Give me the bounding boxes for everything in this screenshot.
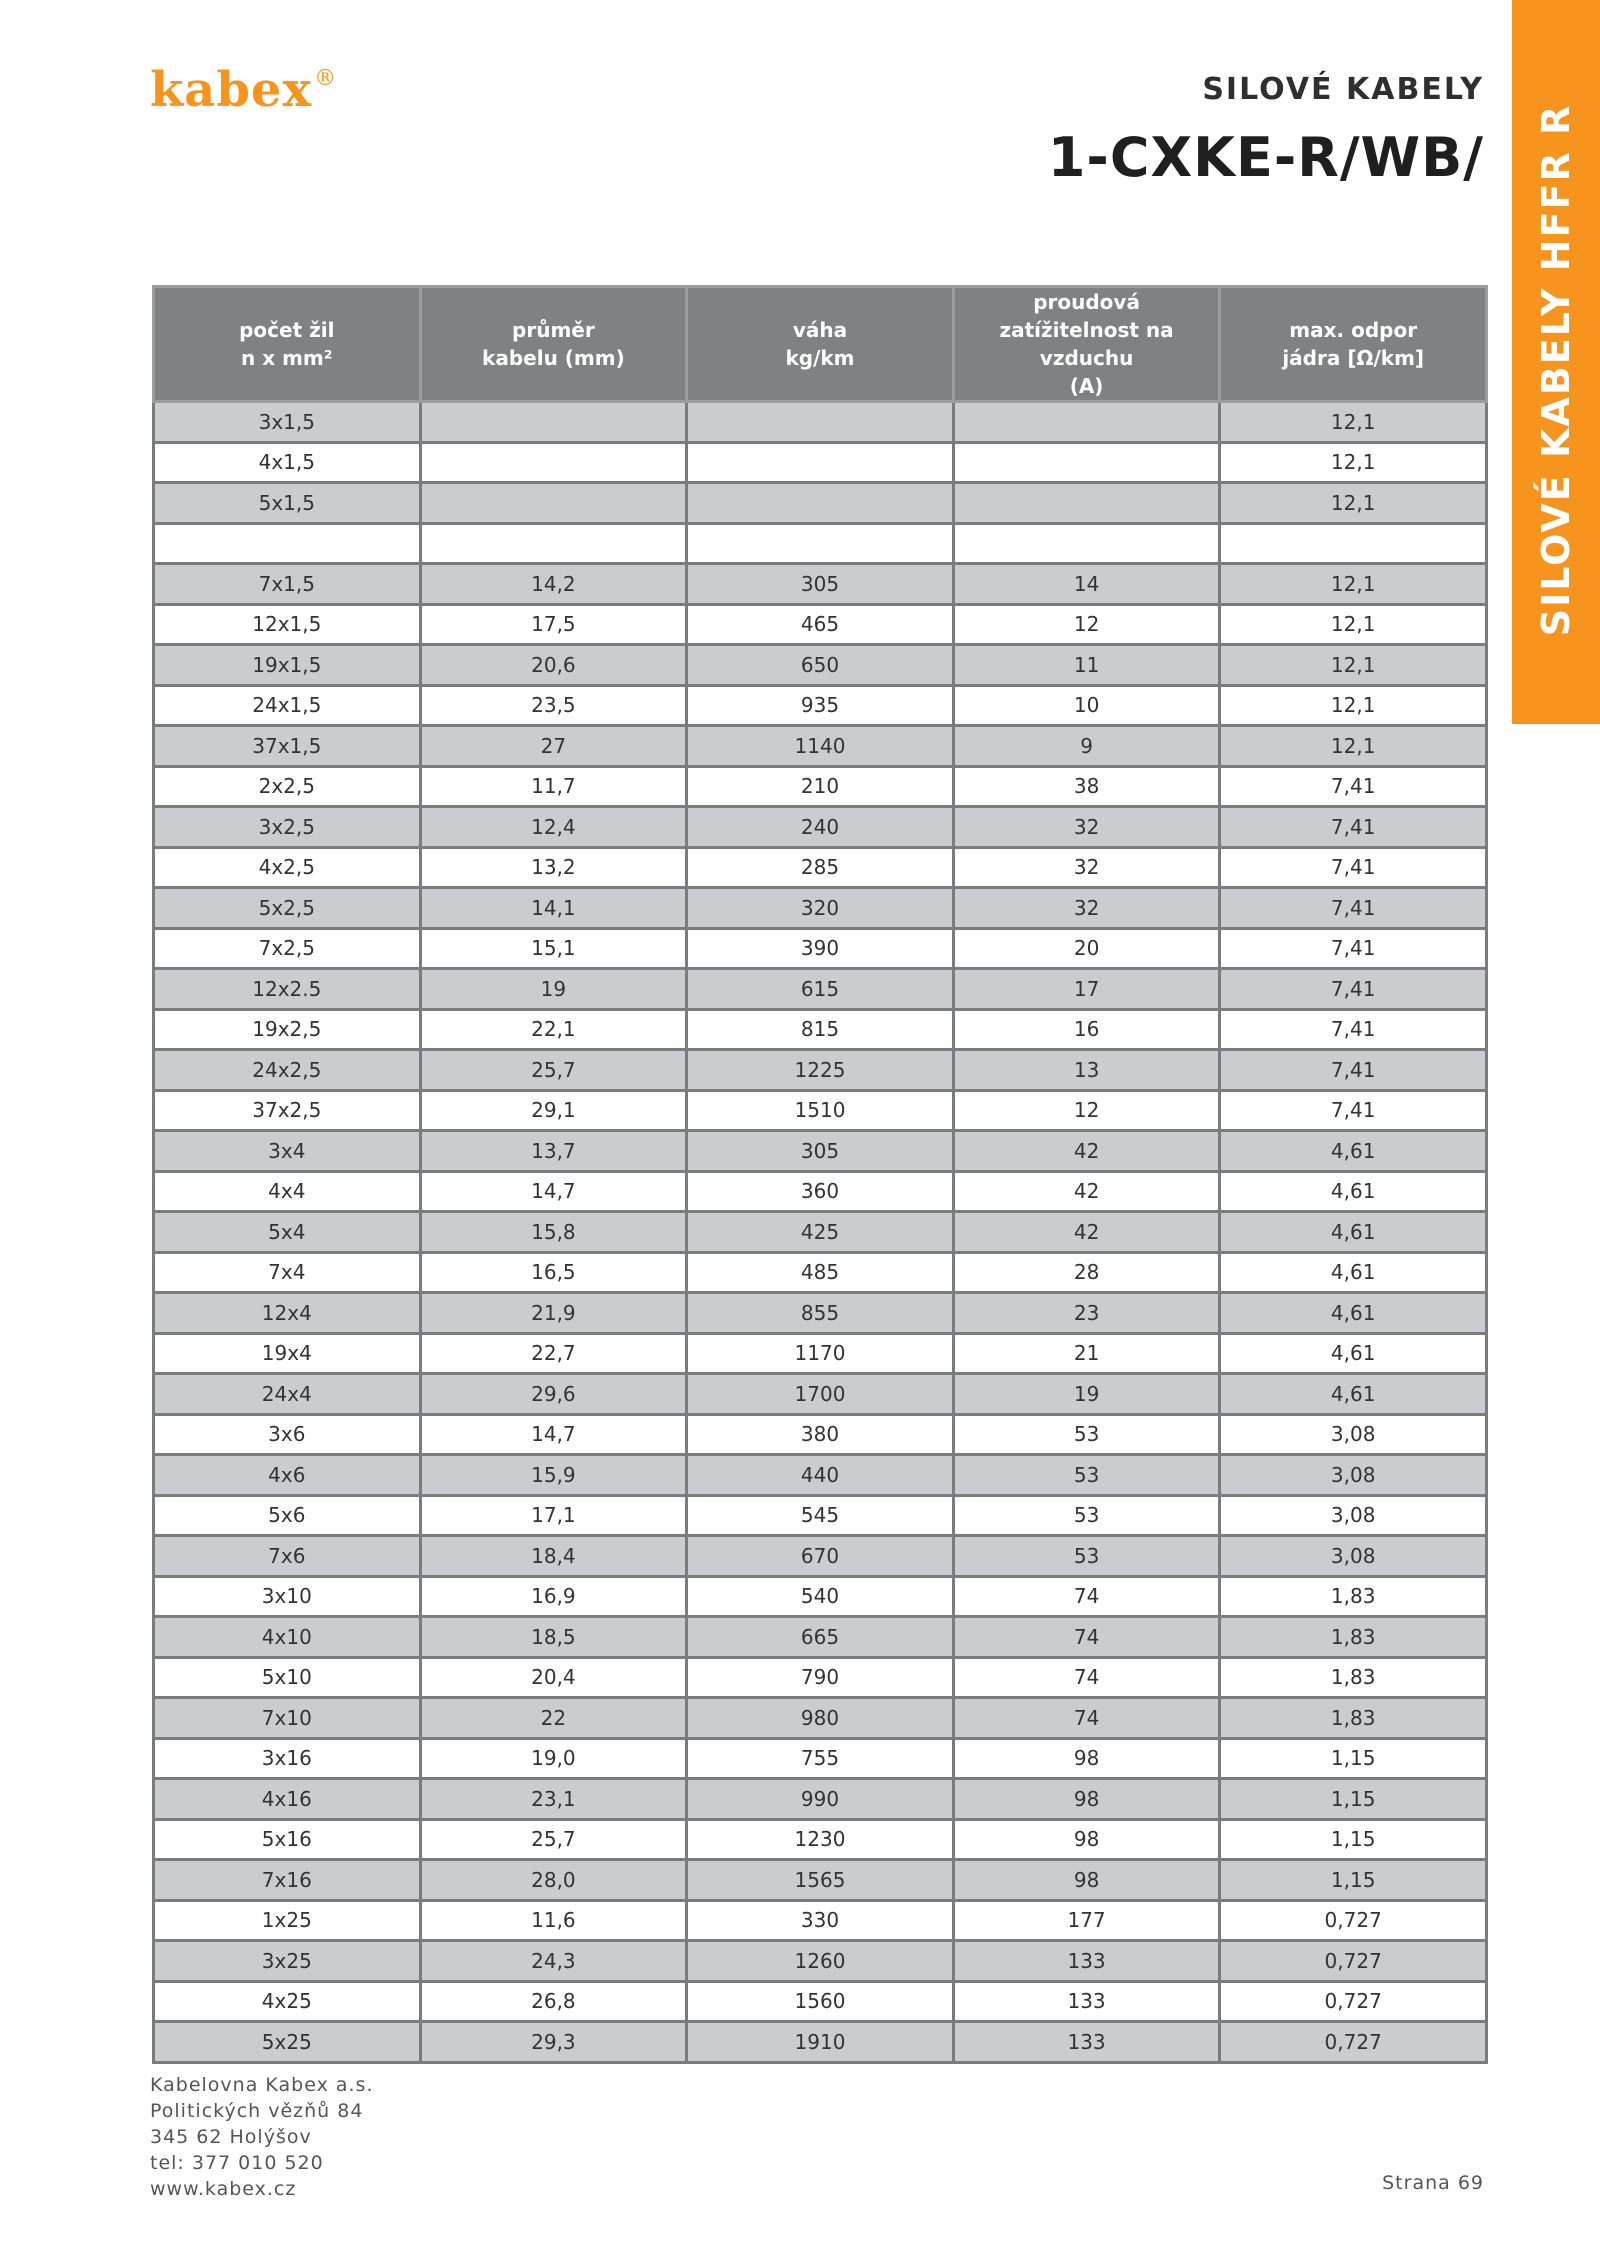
table-cell: 14 [953, 564, 1220, 605]
table-cell: 815 [687, 1009, 954, 1050]
table-row [154, 1414, 1487, 1455]
table-cell: 12,1 [1220, 645, 1487, 686]
table-cell [154, 523, 421, 564]
table-row [154, 1941, 1487, 1982]
table-cell: 24x4 [154, 1374, 421, 1415]
table-cell: 1910 [687, 2022, 954, 2063]
table-row [154, 645, 1487, 686]
table-cell [420, 523, 687, 564]
table-cell: 1x25 [154, 1900, 421, 1941]
table-cell: 23,5 [420, 685, 687, 726]
table-cell: 320 [687, 888, 954, 929]
table-row [154, 1860, 1487, 1901]
table-cell: 74 [953, 1617, 1220, 1658]
table-cell [687, 523, 954, 564]
table-cell: 42 [953, 1131, 1220, 1172]
table-cell: 3x4 [154, 1131, 421, 1172]
table-cell: 12,1 [1220, 564, 1487, 605]
header-weight: váha kg/km [687, 287, 954, 402]
table-cell: 25,7 [420, 1050, 687, 1091]
table-cell: 13,7 [420, 1131, 687, 1172]
table-cell: 5x6 [154, 1495, 421, 1536]
table-cell: 98 [953, 1779, 1220, 1820]
table-cell: 1260 [687, 1941, 954, 1982]
table-cell [420, 483, 687, 524]
table-cell: 7,41 [1220, 1090, 1487, 1131]
table-cell [953, 523, 1220, 564]
table-cell: 12,1 [1220, 402, 1487, 443]
table-cell: 14,1 [420, 888, 687, 929]
table-cell: 545 [687, 1495, 954, 1536]
table-cell: 29,6 [420, 1374, 687, 1415]
table-cell: 12,1 [1220, 483, 1487, 524]
table-cell: 29,3 [420, 2022, 687, 2063]
table-cell: 240 [687, 807, 954, 848]
table-cell: 5x10 [154, 1657, 421, 1698]
header-cores: počet žil n x mm² [154, 287, 421, 402]
table-cell: 285 [687, 847, 954, 888]
table-cell: 540 [687, 1576, 954, 1617]
table-cell: 3,08 [1220, 1536, 1487, 1577]
header-resistance: max. odpor jádra [Ω/km] [1220, 287, 1487, 402]
table-cell: 440 [687, 1455, 954, 1496]
table-cell: 210 [687, 766, 954, 807]
table-cell: 5x2,5 [154, 888, 421, 929]
table-row [154, 1090, 1487, 1131]
table-cell: 5x25 [154, 2022, 421, 2063]
table-cell: 670 [687, 1536, 954, 1577]
table-cell: 23,1 [420, 1779, 687, 1820]
product-title: 1-CXKE-R/WB/ [1047, 126, 1484, 189]
table-cell: 1230 [687, 1819, 954, 1860]
table-cell: 485 [687, 1252, 954, 1293]
table-cell: 1225 [687, 1050, 954, 1091]
table-cell: 4,61 [1220, 1293, 1487, 1334]
table-cell: 7,41 [1220, 766, 1487, 807]
kabex-logo: kabex® [150, 62, 338, 118]
table-cell: 1700 [687, 1374, 954, 1415]
table-cell: 12x4 [154, 1293, 421, 1334]
table-cell: 12,1 [1220, 685, 1487, 726]
table-cell: 28 [953, 1252, 1220, 1293]
table-cell: 0,727 [1220, 2022, 1487, 2063]
table-row [154, 1374, 1487, 1415]
table-row [154, 1536, 1487, 1577]
table-cell: 16,9 [420, 1576, 687, 1617]
table-row [154, 1495, 1487, 1536]
table-cell: 17,5 [420, 604, 687, 645]
table-cell: 1,15 [1220, 1819, 1487, 1860]
table-cell: 360 [687, 1171, 954, 1212]
table-cell: 3x10 [154, 1576, 421, 1617]
table-cell: 74 [953, 1698, 1220, 1739]
table-cell: 37x1,5 [154, 726, 421, 767]
table-cell: 0,727 [1220, 1900, 1487, 1941]
table-cell: 7,41 [1220, 847, 1487, 888]
table-cell: 32 [953, 888, 1220, 929]
table-row [154, 1455, 1487, 1496]
table-cell: 19 [420, 969, 687, 1010]
table-cell: 4x6 [154, 1455, 421, 1496]
table-row [154, 1212, 1487, 1253]
table-cell [953, 402, 1220, 443]
table-cell: 98 [953, 1738, 1220, 1779]
company-web: www.kabex.cz [150, 2178, 297, 2200]
table-row [154, 1050, 1487, 1091]
table-cell: 7,41 [1220, 888, 1487, 929]
table-cell: 1,15 [1220, 1860, 1487, 1901]
table-cell: 7x6 [154, 1536, 421, 1577]
table-cell: 0,727 [1220, 1981, 1487, 2022]
table-cell: 12,1 [1220, 726, 1487, 767]
table-cell: 14,7 [420, 1171, 687, 1212]
table-cell: 14,7 [420, 1414, 687, 1455]
table-cell: 3,08 [1220, 1455, 1487, 1496]
table-row [154, 685, 1487, 726]
table-cell: 3x2,5 [154, 807, 421, 848]
table-cell: 133 [953, 1981, 1220, 2022]
table-row [154, 1698, 1487, 1739]
table-row [154, 402, 1487, 443]
table-cell [687, 483, 954, 524]
company-name: Kabelovna Kabex a.s. [150, 2074, 374, 2096]
table-cell: 12 [953, 604, 1220, 645]
table-cell: 755 [687, 1738, 954, 1779]
company-city: 345 62 Holýšov [150, 2126, 312, 2148]
table-cell: 0,727 [1220, 1941, 1487, 1982]
table-row [154, 1131, 1487, 1172]
table-row [154, 847, 1487, 888]
table-row [154, 1819, 1487, 1860]
table-row [154, 604, 1487, 645]
table-cell: 19 [953, 1374, 1220, 1415]
company-phone: tel: 377 010 520 [150, 2152, 324, 2174]
table-cell: 11,7 [420, 766, 687, 807]
table-cell: 98 [953, 1860, 1220, 1901]
table-row [154, 969, 1487, 1010]
table-cell: 5x1,5 [154, 483, 421, 524]
table-cell: 29,1 [420, 1090, 687, 1131]
table-row [154, 523, 1487, 564]
table-cell: 21,9 [420, 1293, 687, 1334]
table-cell [687, 402, 954, 443]
table-cell [953, 442, 1220, 483]
table-cell: 390 [687, 928, 954, 969]
table-row [154, 766, 1487, 807]
table-cell: 1,83 [1220, 1617, 1487, 1658]
table-cell: 9 [953, 726, 1220, 767]
table-cell: 14,2 [420, 564, 687, 605]
table-cell: 4,61 [1220, 1252, 1487, 1293]
table-cell: 24x1,5 [154, 685, 421, 726]
table-cell: 305 [687, 1131, 954, 1172]
table-cell: 380 [687, 1414, 954, 1455]
table-cell: 10 [953, 685, 1220, 726]
table-row [154, 564, 1487, 605]
table-cell: 19x1,5 [154, 645, 421, 686]
table-cell: 53 [953, 1414, 1220, 1455]
table-cell: 4,61 [1220, 1212, 1487, 1253]
table-row [154, 1333, 1487, 1374]
table-cell: 4x10 [154, 1617, 421, 1658]
table-cell: 42 [953, 1212, 1220, 1253]
table-cell: 5x4 [154, 1212, 421, 1253]
table-cell: 1140 [687, 726, 954, 767]
table-cell: 990 [687, 1779, 954, 1820]
table-cell: 425 [687, 1212, 954, 1253]
table-row [154, 1900, 1487, 1941]
table-cell: 98 [953, 1819, 1220, 1860]
table-row [154, 1738, 1487, 1779]
table-cell [420, 442, 687, 483]
company-address [150, 2072, 373, 2202]
table-cell: 1,83 [1220, 1576, 1487, 1617]
table-cell: 7,41 [1220, 1009, 1487, 1050]
table-cell: 1,15 [1220, 1779, 1487, 1820]
table-cell: 12x2.5 [154, 969, 421, 1010]
table-row [154, 1171, 1487, 1212]
table-row [154, 1252, 1487, 1293]
table-cell: 17 [953, 969, 1220, 1010]
table-cell: 3x16 [154, 1738, 421, 1779]
table-cell: 980 [687, 1698, 954, 1739]
table-cell: 38 [953, 766, 1220, 807]
table-row [154, 1009, 1487, 1050]
table-cell: 7,41 [1220, 807, 1487, 848]
table-cell: 12,1 [1220, 604, 1487, 645]
table-cell: 23 [953, 1293, 1220, 1334]
table-cell: 24x2,5 [154, 1050, 421, 1091]
table-cell: 74 [953, 1657, 1220, 1698]
table-cell: 7,41 [1220, 928, 1487, 969]
table-cell: 133 [953, 2022, 1220, 2063]
table-cell: 26,8 [420, 1981, 687, 2022]
table-cell: 1,83 [1220, 1698, 1487, 1739]
table-cell: 790 [687, 1657, 954, 1698]
table-row [154, 1576, 1487, 1617]
table-cell: 11 [953, 645, 1220, 686]
table-cell [953, 483, 1220, 524]
table-cell: 7,41 [1220, 1050, 1487, 1091]
table-cell: 4,61 [1220, 1374, 1487, 1415]
table-cell: 12,4 [420, 807, 687, 848]
table-cell: 22 [420, 1698, 687, 1739]
table-row [154, 1293, 1487, 1334]
table-cell: 53 [953, 1455, 1220, 1496]
table-cell: 15,8 [420, 1212, 687, 1253]
table-cell: 19x2,5 [154, 1009, 421, 1050]
table-row [154, 928, 1487, 969]
category-title: SILOVÉ KABELY [1202, 72, 1484, 107]
table-row [154, 1981, 1487, 2022]
table-cell: 12x1,5 [154, 604, 421, 645]
table-cell: 7,41 [1220, 969, 1487, 1010]
table-cell: 13 [953, 1050, 1220, 1091]
table-cell: 17,1 [420, 1495, 687, 1536]
table-cell: 42 [953, 1171, 1220, 1212]
table-cell: 19x4 [154, 1333, 421, 1374]
table-cell: 32 [953, 807, 1220, 848]
company-street: Politických vězňů 84 [150, 2100, 364, 2122]
table-cell: 1170 [687, 1333, 954, 1374]
table-cell: 665 [687, 1617, 954, 1658]
table-header-row [154, 287, 1487, 402]
table-cell: 13,2 [420, 847, 687, 888]
table-cell: 28,0 [420, 1860, 687, 1901]
table-cell: 5x16 [154, 1819, 421, 1860]
table-cell: 330 [687, 1900, 954, 1941]
table-cell: 15,9 [420, 1455, 687, 1496]
table-cell: 7x1,5 [154, 564, 421, 605]
table-cell: 22,7 [420, 1333, 687, 1374]
table-row [154, 1779, 1487, 1820]
table-cell: 305 [687, 564, 954, 605]
table-cell: 25,7 [420, 1819, 687, 1860]
table-cell: 32 [953, 847, 1220, 888]
table-cell: 1510 [687, 1090, 954, 1131]
table-row [154, 807, 1487, 848]
table-cell: 1565 [687, 1860, 954, 1901]
table-cell: 11,6 [420, 1900, 687, 1941]
table-cell: 7x4 [154, 1252, 421, 1293]
page-number: Strana 69 [1382, 2172, 1484, 2194]
table-cell: 1560 [687, 1981, 954, 2022]
table-cell: 4,61 [1220, 1131, 1487, 1172]
table-cell: 4x1,5 [154, 442, 421, 483]
table-cell: 12,1 [1220, 442, 1487, 483]
table-cell [420, 402, 687, 443]
table-cell: 37x2,5 [154, 1090, 421, 1131]
table-cell: 615 [687, 969, 954, 1010]
table-cell: 7x10 [154, 1698, 421, 1739]
table-cell: 53 [953, 1495, 1220, 1536]
table-cell: 27 [420, 726, 687, 767]
table-row [154, 726, 1487, 767]
table-cell: 855 [687, 1293, 954, 1334]
table-cell: 4x4 [154, 1171, 421, 1212]
table-row [154, 1617, 1487, 1658]
header-current: proudová zatížitelnost na vzduchu (A) [953, 287, 1220, 402]
table-cell: 18,5 [420, 1617, 687, 1658]
table-cell [687, 442, 954, 483]
table-row [154, 483, 1487, 524]
table-cell: 650 [687, 645, 954, 686]
table-cell: 53 [953, 1536, 1220, 1577]
table-cell: 133 [953, 1941, 1220, 1982]
table-cell: 20 [953, 928, 1220, 969]
table-row [154, 888, 1487, 929]
side-tab-label: SILOVÉ KABELY HFFR R [1534, 103, 1578, 637]
table-cell: 3,08 [1220, 1414, 1487, 1455]
table-cell: 19,0 [420, 1738, 687, 1779]
table-cell: 16 [953, 1009, 1220, 1050]
table-cell: 177 [953, 1900, 1220, 1941]
table-cell: 21 [953, 1333, 1220, 1374]
table-cell: 3x25 [154, 1941, 421, 1982]
table-cell: 24,3 [420, 1941, 687, 1982]
table-cell: 18,4 [420, 1536, 687, 1577]
table-cell [1220, 523, 1487, 564]
table-cell: 465 [687, 604, 954, 645]
table-cell: 7x16 [154, 1860, 421, 1901]
table-cell: 4,61 [1220, 1333, 1487, 1374]
table-cell: 7x2,5 [154, 928, 421, 969]
table-cell: 3x6 [154, 1414, 421, 1455]
table-cell: 22,1 [420, 1009, 687, 1050]
table-cell: 4,61 [1220, 1171, 1487, 1212]
table-cell: 15,1 [420, 928, 687, 969]
cable-spec-table [152, 285, 1488, 2064]
table-cell: 3,08 [1220, 1495, 1487, 1536]
table-cell: 4x16 [154, 1779, 421, 1820]
table-cell: 935 [687, 685, 954, 726]
table-row [154, 2022, 1487, 2063]
table-cell: 20,4 [420, 1657, 687, 1698]
table-cell: 1,15 [1220, 1738, 1487, 1779]
table-row [154, 442, 1487, 483]
table-cell: 20,6 [420, 645, 687, 686]
table-cell: 4x2,5 [154, 847, 421, 888]
table-row [154, 1657, 1487, 1698]
table-cell: 2x2,5 [154, 766, 421, 807]
table-cell: 4x25 [154, 1981, 421, 2022]
table-cell: 3x1,5 [154, 402, 421, 443]
table-cell: 1,83 [1220, 1657, 1487, 1698]
table-cell: 12 [953, 1090, 1220, 1131]
table-cell: 74 [953, 1576, 1220, 1617]
header-diameter: průměr kabelu (mm) [420, 287, 687, 402]
table-cell: 16,5 [420, 1252, 687, 1293]
